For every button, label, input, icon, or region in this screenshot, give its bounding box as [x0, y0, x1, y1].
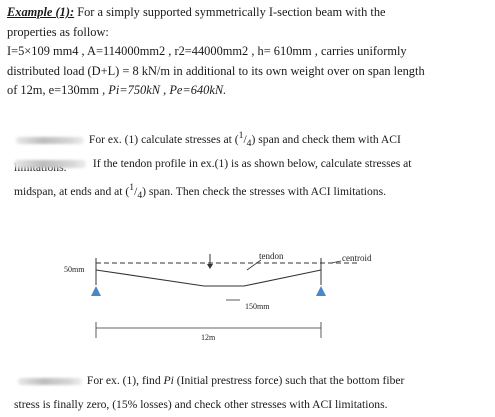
problem-line-1-text: For a simply supported symmetrically I-section beam with the — [74, 5, 386, 19]
tendon-profile-line — [96, 270, 321, 286]
question-3-text-b: (Initial prestress force) such that the bottom fiber — [173, 374, 405, 387]
separator-text: , — [160, 83, 170, 97]
centroid-label: centroid — [342, 253, 372, 263]
question-1-text-a: For ex. (1) calculate stresses at ( — [88, 132, 239, 146]
initial-prestress-value: Pi=750kN — [108, 83, 161, 97]
fraction-denominator: 4 — [137, 190, 143, 202]
midspan-arrow-icon — [207, 264, 213, 269]
fraction-numerator: 1 — [129, 182, 135, 193]
problem-line-1 — [7, 3, 489, 23]
redacted-label — [16, 137, 84, 144]
midspan-eccentricity-label: 150mm — [245, 302, 270, 311]
question-1-line-1: For ex. (1) calculate stresses at $(^1/_4)$ span and check them with ACI — [14, 124, 488, 156]
question-2-line-1 — [14, 152, 488, 176]
question-2-text-c: ) span. Then check the stresses with ACI limitations. — [142, 184, 387, 198]
right-support-icon — [316, 286, 326, 296]
initial-prestress-symbol: Pi — [163, 374, 174, 387]
span-length-label: 12m — [201, 333, 216, 342]
problem-line-4: distributed load (D+L) = 8 kN/m in additional to its own weight over on span length — [7, 63, 425, 78]
problem-line-5-text: of 12m, e=130mm , — [7, 83, 109, 97]
tendon-leader — [247, 260, 261, 270]
left-support-icon — [91, 286, 101, 296]
tendon-profile-diagram — [0, 240, 495, 365]
problem-statement — [7, 3, 489, 101]
effective-prestress-value: Pe=640kN. — [169, 83, 227, 97]
question-3-line-2: stress is finally zero, (15% losses) and check other stresses with ACI limitations. — [14, 398, 388, 411]
question-2-text-b: midspan, at ends and at ( — [14, 184, 130, 198]
question-3-text-a: For ex. (1), find — [86, 374, 164, 387]
problem-line-5 — [7, 81, 489, 101]
example-title: Example (1): — [7, 5, 75, 19]
question-1-text-b: ) span and check them with ACI — [251, 132, 401, 146]
question-3 — [14, 369, 488, 417]
question-2-line-2: midspan, at ends and at $(^1/_4)$ span. Then check the stresses with ACI limitations. — [14, 182, 387, 202]
problem-line-3: I=5×109 mm4 , A=114000mm2 , r2=44000mm2 , h= 610mm , carries uniformly — [7, 44, 407, 58]
tendon-label: tendon — [259, 251, 284, 261]
redacted-label — [18, 378, 82, 385]
fraction-denominator: 4 — [246, 138, 252, 150]
problem-line-2: properties as follow: — [7, 24, 109, 39]
question-3-line-1 — [14, 369, 488, 393]
redacted-label — [14, 160, 86, 168]
question-2-text-a: If the tendon profile in ex.(1) is as shown below, calculate stresses at — [92, 157, 412, 170]
question-2 — [14, 152, 488, 208]
end-eccentricity-label: 50mm — [64, 265, 85, 274]
fraction-numerator: 1 — [238, 130, 244, 141]
